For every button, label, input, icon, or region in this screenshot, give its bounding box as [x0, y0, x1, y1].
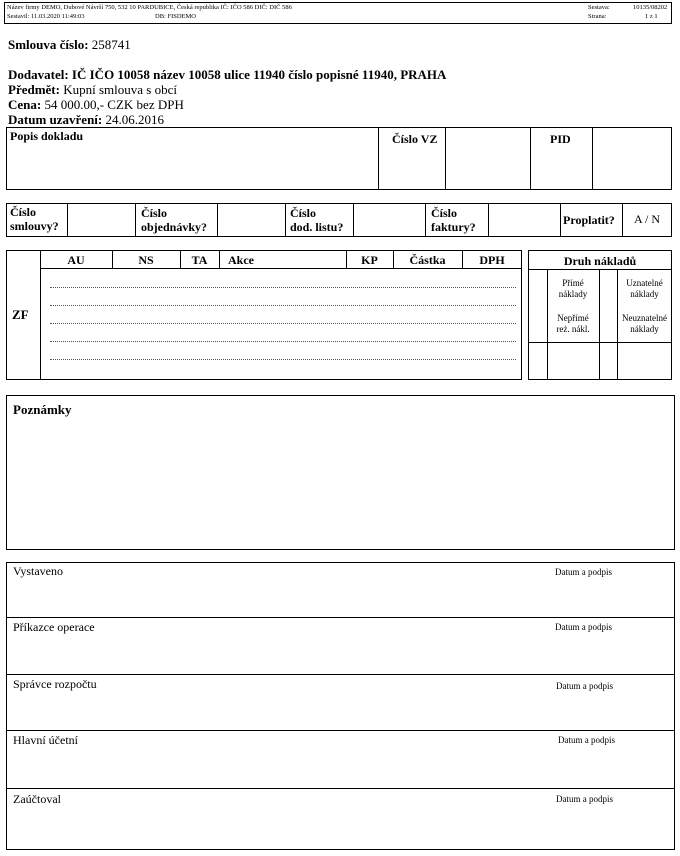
- col-ns: NS: [138, 253, 154, 267]
- uznatelne-naklady: Uznatelné náklady: [626, 278, 663, 299]
- col-au: AU: [67, 253, 85, 267]
- proplatit-label: Proplatit?: [563, 213, 615, 227]
- divider: [40, 268, 522, 269]
- contract-number-label: Smlouva číslo:: [8, 37, 89, 52]
- zf-table: [6, 250, 522, 380]
- divider: [622, 203, 623, 237]
- divider: [592, 127, 593, 190]
- entry-line: [50, 341, 516, 342]
- divider: [6, 674, 675, 675]
- divider: [445, 127, 446, 190]
- price-label: Cena:: [8, 97, 42, 112]
- notes-box: [6, 395, 675, 550]
- divider: [528, 342, 672, 343]
- contract-details: [8, 67, 446, 127]
- divider: [6, 788, 675, 789]
- divider: [378, 127, 379, 190]
- signature-title-hlavni-ucetni: Hlavní účetní: [13, 733, 78, 747]
- col-castka: Částka: [409, 253, 446, 267]
- entry-line: [50, 323, 516, 324]
- neprime-naklady: Nepřímé reż. nákl.: [556, 313, 590, 334]
- supplier-value: IČ IČO 10058 název 10058 ulice 11940 číslo popisné 11940, PRAHA: [71, 67, 447, 82]
- document-description-box: [6, 127, 672, 190]
- signature-date-label: Datum a podpis: [556, 794, 613, 804]
- strana-value: 1 z 1: [645, 13, 658, 20]
- divider: [488, 203, 489, 237]
- page-header: [4, 2, 672, 24]
- signature-title-vystaveno: Vystaveno: [13, 564, 63, 578]
- contract-number: [8, 37, 131, 53]
- signature-title-spravce: Správce rozpočtu: [13, 677, 97, 691]
- divider: [217, 203, 218, 237]
- cislo-faktury-label: Číslo faktury?: [431, 206, 476, 234]
- db-line: DB: FISDEMO: [155, 13, 196, 20]
- cislo-smlouvy-label: Číslo smlouvy?: [10, 205, 59, 233]
- divider: [67, 203, 68, 237]
- date-value: 24.06.2016: [105, 112, 164, 127]
- notes-label: Poznámky: [13, 402, 72, 417]
- signature-title-zauctoval: Zaúčtoval: [13, 792, 61, 806]
- signature-date-label: Datum a podpis: [555, 622, 612, 632]
- divider: [425, 203, 426, 237]
- divider: [6, 617, 675, 618]
- divider: [560, 203, 561, 237]
- contract-number-value: 258741: [91, 37, 131, 52]
- zf-label: ZF: [12, 307, 29, 322]
- price-value: 54 000.00,- CZK bez DPH: [44, 97, 184, 112]
- divider: [530, 127, 531, 190]
- signature-date-label: Datum a podpis: [556, 681, 613, 691]
- signatures-box: [6, 562, 675, 850]
- divider: [599, 269, 600, 380]
- subject-label: Předmět:: [8, 82, 60, 97]
- proplatit-value: A / N: [634, 212, 661, 226]
- popis-label: Popis dokladu: [10, 129, 84, 143]
- divider: [219, 250, 220, 268]
- divider: [40, 250, 41, 380]
- company-line: Název firmy DEMO, Dubové Návrší 750, 532 10 PARDUBICE, Česká republika IČ: IČO 586 DIČ: DIČ 586: [7, 4, 292, 11]
- sestava-value: 10135/08202: [633, 4, 668, 11]
- divider: [135, 203, 136, 237]
- divider: [285, 203, 286, 237]
- col-ta: TA: [191, 253, 208, 267]
- signature-date-label: Datum a podpis: [555, 567, 612, 577]
- cost-type-title: Druh nákladů: [563, 254, 637, 268]
- supplier-label: Dodavatel:: [8, 67, 69, 82]
- cislo-dod-listu-label: Číslo dod. listu?: [290, 206, 344, 234]
- compiled-line: Sestavil: 11.03.2020 11:49:03: [7, 13, 85, 20]
- pid-label: PID: [550, 132, 571, 146]
- col-kp: KP: [361, 253, 378, 267]
- strana-label: Strana:: [588, 13, 607, 20]
- col-dph: DPH: [479, 253, 505, 267]
- cislo-vz-label: Číslo VZ: [392, 132, 438, 146]
- divider: [6, 730, 675, 731]
- col-akce: Akce: [228, 253, 254, 267]
- neuznatelne-naklady: Neuznatelné náklady: [622, 313, 667, 334]
- divider: [528, 269, 672, 270]
- signature-date-label: Datum a podpis: [558, 735, 615, 745]
- divider: [353, 203, 354, 237]
- subject-value: Kupní smlouva s obcí: [63, 82, 177, 97]
- date-label: Datum uzavření:: [8, 112, 103, 127]
- entry-line: [50, 287, 516, 288]
- entry-line: [50, 359, 516, 360]
- cislo-objednavky-label: Číslo objednávky?: [141, 206, 208, 234]
- entry-line: [50, 305, 516, 306]
- signature-title-prikazce: Příkazce operace: [13, 620, 95, 634]
- sestava-label: Sestava:: [588, 4, 610, 11]
- prime-naklady: Přímé náklady: [558, 278, 588, 299]
